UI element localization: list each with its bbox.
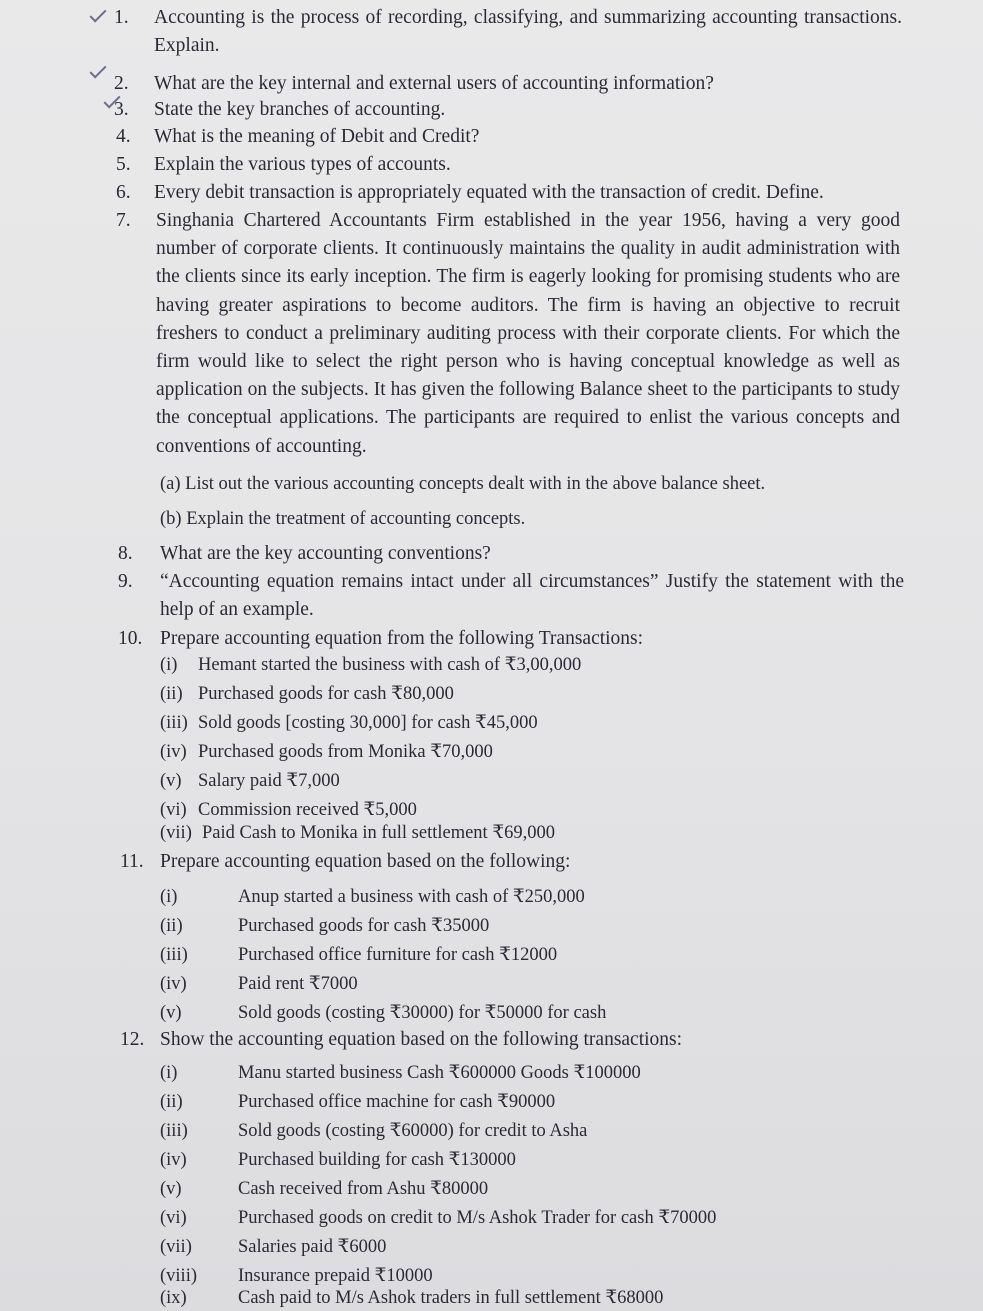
item-text: Salary paid ₹7,000 [198,771,340,791]
item-number: (iv) [160,742,187,762]
question-number: 4. [116,126,131,147]
question-text: Every debit transaction is appropriately equated with the transaction of credit. Define. [154,182,824,203]
item-number: (iii) [160,713,188,733]
item-number: (iii) [160,1121,188,1141]
item-text: Cash paid to M/s Ashok traders in full settlement ₹68000 [238,1288,664,1308]
item-number: (vii) [160,1237,192,1257]
pen-tick-mark [90,62,107,79]
item-text: Cash received from Ashu ₹80000 [238,1179,489,1199]
item-text: Paid rent ₹7000 [238,974,358,994]
item-number: (i) [160,887,178,907]
item-text: Commission received ₹5,000 [198,800,417,820]
item-text: Hemant started the business with cash of ₹3,00,000 [198,655,582,675]
question-number: 7. [116,210,131,231]
item-text: Purchased building for cash ₹130000 [238,1150,516,1170]
item-number: (v) [160,1179,182,1199]
question-text: Explain the various types of accounts. [154,154,451,175]
question-number: 12. [120,1029,145,1050]
question-text: Show the accounting equation based on the following transactions: [160,1029,683,1050]
question-number: 2. [114,73,129,94]
question-text: What are the key internal and external users of accounting information? [154,73,714,94]
item-text: Purchased goods on credit to M/s Ashok Trader for cash ₹70000 [238,1208,717,1228]
item-number: (vii) [160,823,192,843]
item-number: (i) [160,655,178,675]
question-7-part-b: (b) Explain the treatment of accounting concepts. [160,509,526,529]
question-text: “Accounting equation remains intact under all circumstances” Justify the statement with the help of an example. [160,571,904,621]
item-number: (iv) [160,974,187,994]
item-number: (vi) [160,1208,187,1228]
item-number: (v) [160,1003,182,1023]
item-number: (ix) [160,1288,187,1308]
question-number: 6. [116,182,131,203]
item-number: (ii) [160,684,183,704]
question-number: 1. [114,7,129,28]
item-text: Purchased office machine for cash ₹90000 [238,1092,556,1112]
item-number: (i) [160,1063,178,1083]
item-text: Anup started a business with cash of ₹250,000 [238,887,585,907]
question-text: State the key branches of accounting. [154,99,446,120]
question-text: What are the key accounting conventions? [160,543,491,564]
item-number: (vi) [160,800,187,820]
item-text: Sold goods (costing ₹30000) for ₹50000 for cash [238,1003,607,1023]
question-number: 5. [116,154,131,175]
question-text: Prepare accounting equation from the following Transactions: [160,628,644,649]
question-text: Singhania Chartered Accountants Firm established in the year 1956, having a very good number of corporate clients. It continuously maintains the quality in audit administration with the clients since its early inception. The firm is eagerly looking for promising students who are having greater aspirations to become auditors. The firm is having an objective to recruit freshers to conduct a preliminary auditing process with their corporate clients. For which the firm would like to select the right person who is having conceptual knowledge as well as application on the subjects. It has given the following Balance sheet to the participants to study the conceptual applications. The participants are required to enlist the various concepts and conventions of accounting. [156,210,900,457]
item-text: Manu started business Cash ₹600000 Goods ₹100000 [238,1063,641,1083]
question-text: Prepare accounting equation based on the following: [160,851,571,872]
pen-tick-mark [90,6,107,23]
item-text: Sold goods [costing 30,000] for cash ₹45,000 [198,713,538,733]
item-text: Paid Cash to Monika in full settlement ₹69,000 [202,823,555,843]
item-text: Purchased goods from Monika ₹70,000 [198,742,493,762]
question-text: What is the meaning of Debit and Credit? [154,126,480,147]
item-text: Purchased office furniture for cash ₹12000 [238,945,558,965]
question-7-part-a: (a) List out the various accounting concepts dealt with in the above balance sheet. [160,474,766,494]
item-text: Salaries paid ₹6000 [238,1237,387,1257]
item-number: (v) [160,771,182,791]
question-text: Accounting is the process of recording, classifying, and summarizing accounting transactions. Explain. [154,7,902,57]
item-number: (viii) [160,1266,197,1286]
item-number: (iii) [160,945,188,965]
item-text: Purchased goods for cash ₹35000 [238,916,490,936]
question-number: 11. [120,851,144,872]
item-text: Purchased goods for cash ₹80,000 [198,684,454,704]
question-number: 8. [118,543,133,564]
item-number: (iv) [160,1150,187,1170]
question-number: 3. [114,99,129,120]
item-text: Insurance prepaid ₹10000 [238,1266,433,1286]
question-number: 9. [118,571,133,592]
item-number: (ii) [160,1092,183,1112]
question-number: 10. [118,628,143,649]
item-number: (ii) [160,916,183,936]
item-text: Sold goods (costing ₹60000) for credit to Asha [238,1121,588,1141]
